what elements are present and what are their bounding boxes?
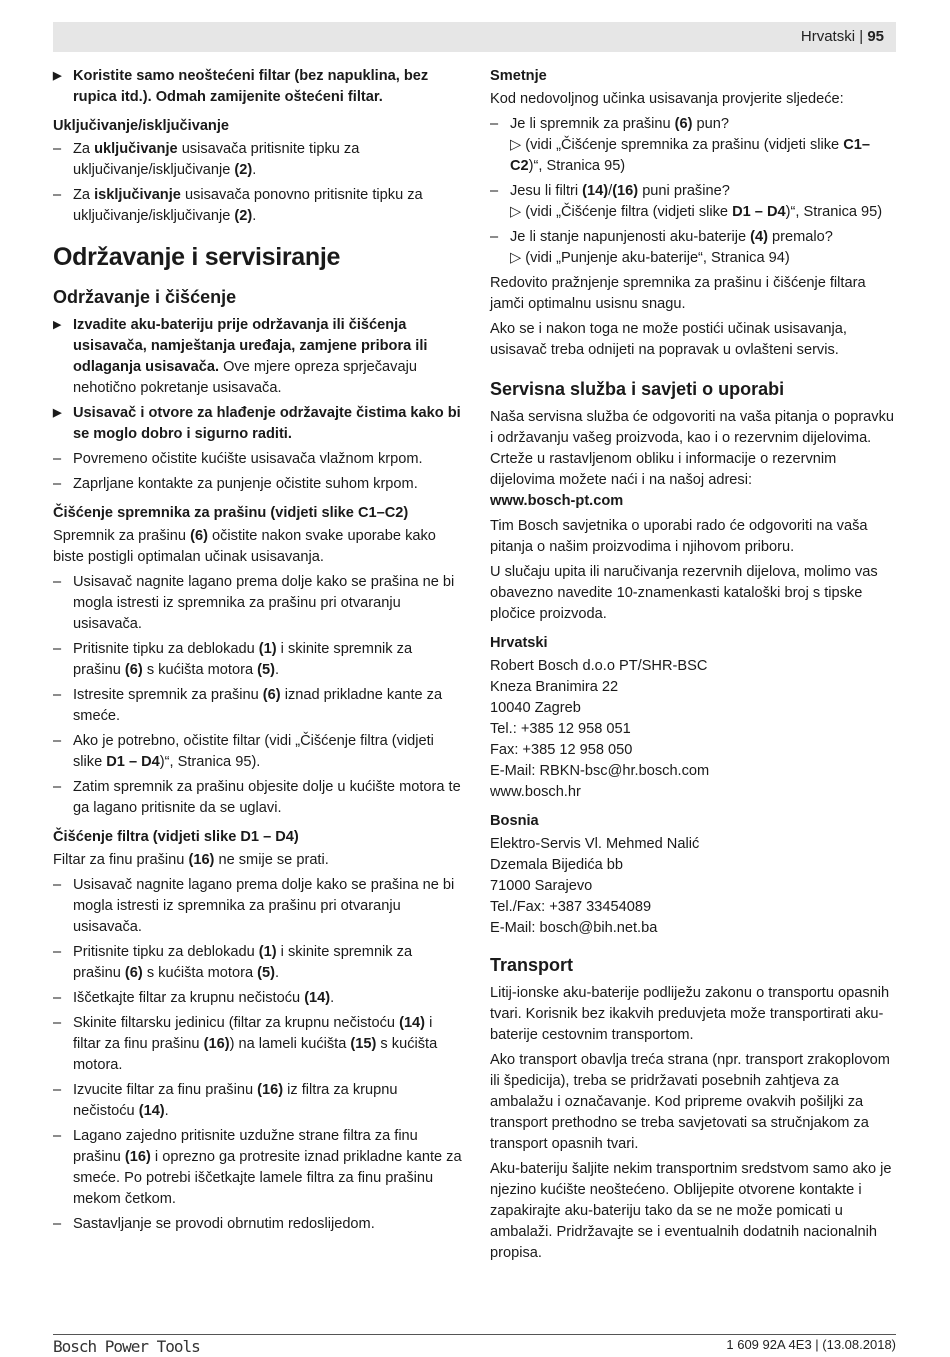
subsection-title: Održavanje i čišćenje: [53, 287, 237, 307]
address-line: 71000 Sarajevo: [490, 878, 593, 894]
service-paragraph-1: Naša servisna služba će odgovoriti na vaša pitanja o popravku i održavanju vašeg proizvoda, kao i o rezervnim dijelovima. Crteže u rastavljenom obliku i informacije o rezervnim dijelovima možete naći i na našoj adresi:: [490, 409, 894, 488]
transport-paragraph-1: Litij-ionske aku-baterije podliježu zakonu o transportu opasnih tvari. Korisnik bez ikakvih preduvjeta može transportirati aku-baterije cestovnim transportom.: [490, 985, 890, 1043]
faults-intro: Kod nedovoljnog učinka usisavanja provjerite sljedeće:: [490, 91, 844, 107]
transport-heading: Transport: [490, 955, 574, 975]
maintenance-list: [53, 449, 463, 495]
address-line: E-Mail: bosch@bih.net.ba: [490, 920, 658, 936]
bin-cleaning-intro: Spremnik za prašinu (6) očistite nakon svake uporabe kako biste postigli optimalan učinak usisavanja.: [53, 528, 436, 565]
service-heading: Servisna služba i savjeti o uporabi: [490, 379, 785, 399]
page-header: [53, 22, 896, 52]
address-line: Dzemala Bijedića bb: [490, 857, 624, 873]
cross-reference: ▷ (vidi „Čišćenje spremnika za prašinu (vidjeti slike C1–C2)“, Stranica 95): [510, 137, 870, 174]
filter-cleaning-intro: Filtar za finu prašinu (16) ne smije se prati.: [53, 852, 329, 868]
left-column: [53, 66, 463, 1239]
footer-document-code: 1 609 92A 4E3 | (13.08.2018): [726, 1337, 896, 1352]
transport-paragraph-2: Ako transport obavlja treća strana (npr. transport zrakoplovom ili špedicija), treba se pridržavati posebnih zahtjeva za ambalažu i označavanje. Kod pripreme ovakvih pošiljki za transport prethodno se treba savjetovati sa stručnjakom za transport opasnih tvari.: [490, 1052, 890, 1152]
address-line: Robert Bosch d.o.o PT/SHR-BSC: [490, 658, 708, 674]
list-item: – Za isključivanje usisavača ponovno pritisnite tipku za uključivanje/isključivanje (2).: [53, 185, 463, 227]
filter-cleaning-list: [53, 875, 463, 1235]
list-item: – Je li spremnik za prašinu (6) pun? ▷ (vidi „Čišćenje spremnika za prašinu (vidjeti slike C1–C2)“, Stranica 95): [490, 114, 896, 177]
list-item: – Za uključivanje usisavača pritisnite tipku za uključivanje/isključivanje (2).: [53, 139, 463, 181]
croatia-address: [490, 656, 896, 803]
address-line: Tel.: +385 12 958 051: [490, 721, 631, 737]
address-line: Elektro-Servis Vl. Mehmed Nalić: [490, 836, 700, 852]
cross-reference: ▷ (vidi „Punjenje aku-baterije“, Stranica 94): [510, 250, 790, 266]
filter-warning: ▶ Koristite samo neoštećeni filtar (bez napuklina, bez rupica itd.). Odmah zamijenite oštećeni filtar.: [53, 66, 463, 108]
list-item: – Povremeno očistite kućište usisavača vlažnom krpom.: [53, 449, 463, 470]
address-line: 10040 Zagreb: [490, 700, 581, 716]
right-column: [490, 66, 896, 1268]
page-number: 95: [867, 28, 884, 45]
header-language: Hrvatski: [800, 28, 856, 45]
list-item: – Sastavljanje se provodi obrnutim redoslijedom.: [53, 1214, 463, 1235]
list-item: – Ako je potrebno, očistite filtar (vidi „Čišćenje filtra (vidjeti slike D1 – D4)“, Stranica 95).: [53, 731, 463, 773]
maintenance-warning-2: ▶ Usisavač i otvore za hlađenje održavajte čistima kako bi se moglo dobro i sigurno raditi.: [53, 403, 463, 445]
service-url: www.bosch-pt.com: [490, 493, 624, 509]
faults-list: [490, 114, 896, 269]
header-text: [801, 28, 884, 45]
transport-paragraph-3: Aku-bateriju šaljite nekim transportnim sredstvom samo ako je njezino kućište neoštećeno. Oblijepite otvorene kontakte i zapakirajte aku-bateriju tako da se ne može pomicati u ambalaži. Pridržavajte se i eventualnih dodatnih nacionalnih propisa.: [490, 1161, 892, 1261]
list-item: – Istresite spremnik za prašinu (6) iznad prikladne kante za smeće.: [53, 685, 463, 727]
list-item: – Lagano zajedno pritisnite uzdužne strane filtra za finu prašinu (16) i oprezno ga protresite iznad prikladne kante za smeće. Po potrebi iščetkajte lamele filtra za finu prašinu mekom četkom.: [53, 1126, 463, 1210]
list-item: – Izvucite filtar za finu prašinu (16) iz filtra za krupnu nečistoću (14).: [53, 1080, 463, 1122]
address-line: Kneza Branimira 22: [490, 679, 619, 695]
address-line: www.bosch.hr: [490, 784, 581, 800]
faults-heading: Smetnje: [490, 68, 547, 84]
list-item: – Zatim spremnik za prašinu objesite dolje u kućište motora te ga lagano pritisnite da se uglavi.: [53, 777, 463, 819]
cross-reference: ▷ (vidi „Čišćenje filtra (vidjeti slike D1 – D4)“, Stranica 95): [510, 204, 883, 220]
list-item: – Je li stanje napunjenosti aku-baterije (4) premalo? ▷ (vidi „Punjenje aku-baterije“, Stranica 94): [490, 227, 896, 269]
faults-paragraph-2: Ako se i nakon toga ne može postići učinak usisavanja, usisavač treba odnijeti na popravak u ovlašteni servis.: [490, 321, 847, 358]
onoff-heading: Uključivanje/isključivanje: [53, 118, 230, 134]
list-item: – Pritisnite tipku za deblokadu (1) i skinite spremnik za prašinu (6) s kućišta motora (5).: [53, 639, 463, 681]
list-item: – Usisavač nagnite lagano prema dolje kako se prašina ne bi mogla istresti iz spremnika za prašinu pri otvaranju usisavača.: [53, 572, 463, 635]
service-paragraph-2: Tim Bosch savjetnika o uporabi rado će odgovoriti na vaša pitanja o našim proizvodima i njihovom priboru.: [490, 518, 868, 555]
section-title: Održavanje i servisiranje: [53, 243, 341, 271]
address-line: Fax: +385 12 958 050: [490, 742, 633, 758]
faults-paragraph-1: Redovito pražnjenje spremnika za prašinu i čišćenje filtara jamči optimalnu usisnu snagu.: [490, 275, 866, 312]
footer-logo: Bosch Power Tools: [53, 1337, 200, 1356]
bosnia-address: [490, 834, 896, 939]
filter-cleaning-heading: Čišćenje filtra (vidjeti slike D1 – D4): [53, 829, 299, 845]
list-item: – Usisavač nagnite lagano prema dolje kako se prašina ne bi mogla istresti iz spremnika za prašinu pri otvaranju usisavača.: [53, 875, 463, 938]
maintenance-warning-1: ▶ Izvadite aku-bateriju prije održavanja ili čišćenja usisavača, namještanja uređaja, zamjene pribora ili odlaganja usisavača. Ove mjere opreza sprječavaju nehotično pokretanje usisavača.: [53, 315, 463, 399]
list-item: – Iščetkajte filtar za krupnu nečistoću (14).: [53, 988, 463, 1009]
onoff-list: [53, 139, 463, 227]
header-separator: |: [859, 28, 864, 45]
footer-divider: [53, 1334, 896, 1335]
list-item: – Zaprljane kontakte za punjenje očistite suhom krpom.: [53, 474, 463, 495]
address-line: Tel./Fax: +387 33454089: [490, 899, 652, 915]
service-paragraph-3: U slučaju upita ili naručivanja rezervnih dijelova, molimo vas obavezno navedite 10-znamenkasti kataloški broj s tipske pločice proizvoda.: [490, 564, 878, 622]
list-item: – Skinite filtarsku jedinicu (filtar za krupnu nečistoću (14) i filtar za finu prašinu (16)) na lameli kućišta (15) s kućišta motora.: [53, 1013, 463, 1076]
bosnia-heading: Bosnia: [490, 813, 539, 829]
bin-cleaning-heading: Čišćenje spremnika za prašinu (vidjeti slike C1–C2): [53, 505, 409, 521]
croatia-heading: Hrvatski: [490, 635, 548, 651]
address-line: E-Mail: RBKN-bsc@hr.bosch.com: [490, 763, 710, 779]
bin-cleaning-list: [53, 572, 463, 819]
list-item: – Jesu li filtri (14)/(16) puni prašine? ▷ (vidi „Čišćenje filtra (vidjeti slike D1 – D4)“, Stranica 95): [490, 181, 896, 223]
list-item: – Pritisnite tipku za deblokadu (1) i skinite spremnik za prašinu (6) s kućišta motora (5).: [53, 942, 463, 984]
